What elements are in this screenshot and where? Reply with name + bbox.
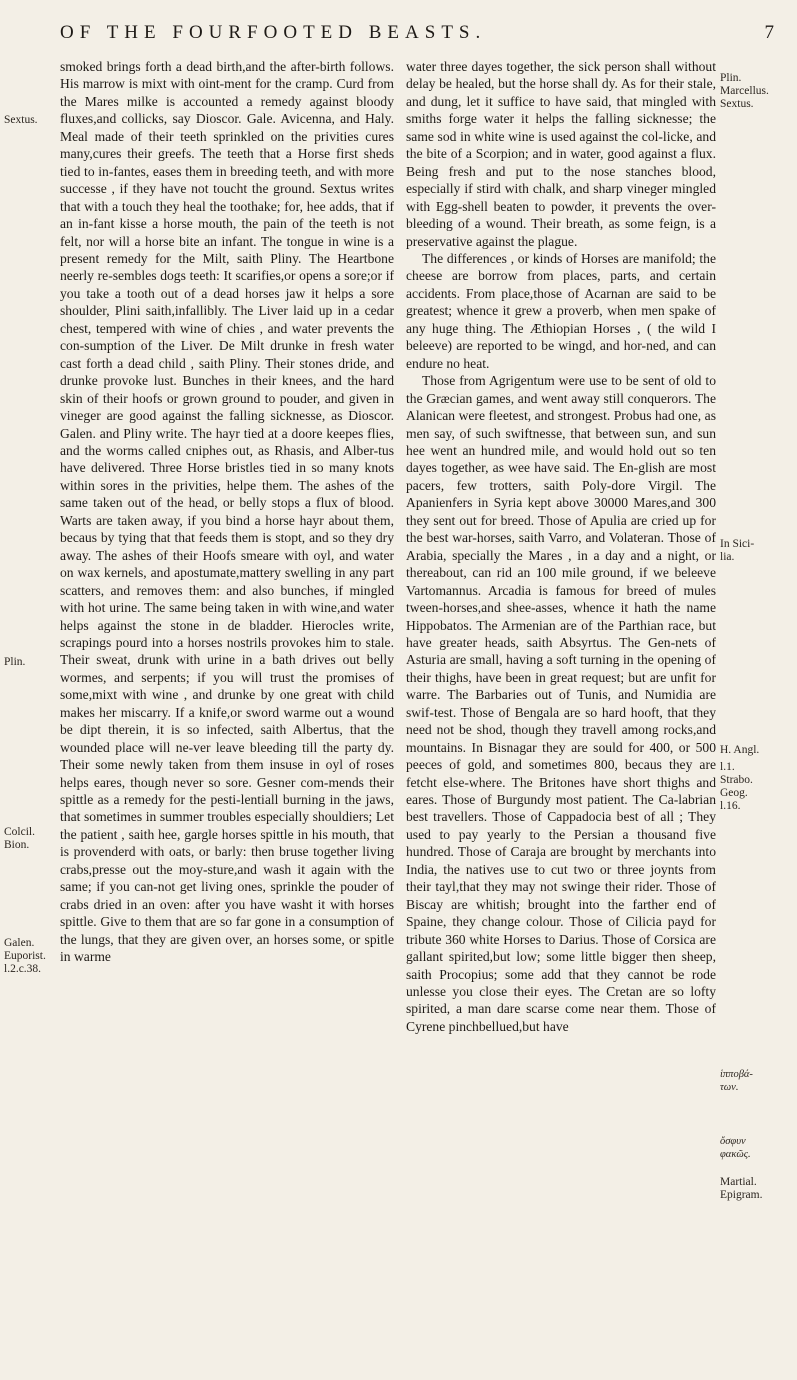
left-margin-notes xyxy=(2,58,54,1363)
margin-note: ἱπποβά- των. xyxy=(720,1069,753,1093)
margin-note: ὄσφυν φακῶς. xyxy=(720,1136,751,1160)
paragraph: water three dayes together, the sick person shall without delay be healed, but the horse shall dy. As for their stale, and dung, let it suffice to have said, that mingled with smiths forge water it helps the falling sicknesse; the same sod in white wine is used against the col-licke, and the bite of a Scorpion; and in water, good against a flux. Being fresh and put to the nose stanches blood, especially if stird with chalk, and sharp vineger mingled with Egg-shell beaten to powder, it prevents the over-bleeding of a wound. Their breath, as some feign, is a preservative against the plague. xyxy=(406,59,716,249)
margin-note: Plin. xyxy=(4,656,26,668)
left-text-column xyxy=(60,58,394,1363)
paragraph: The differences , or kinds of Horses are manifold; the cheese are borrow from places, parts, and certain accidents. From place,those of Acarnan are said to be greatest; whence it grew a proverb, when men spake of any huge thing. The Æthiopian Horses , ( the wild I beleeve) are reported to be wingd, and hor-ned, and can endure no heat. xyxy=(406,250,716,371)
right-margin-notes xyxy=(720,58,792,1363)
margin-note: l.1. Strabo. Geog. l.16. xyxy=(720,761,753,812)
running-header xyxy=(60,22,780,52)
margin-note: H. Angl. xyxy=(720,744,760,756)
margin-note: Sextus. xyxy=(4,114,38,126)
margin-note: Galen. Euporist. l.2.c.38. xyxy=(4,937,46,975)
right-text-column xyxy=(406,58,716,1363)
page-number: 7 xyxy=(764,22,774,43)
margin-note: Colcil. Bion. xyxy=(4,826,35,851)
paragraph: Those from Agrigentum were use to be sent of old to the Græcian games, and went away still conquerors. The Alanican were fleetest, and strongest. Probus had one, as men say, of such swiftnesse, that between sun, and sun hee went an hundred mile, and would hold out so ten dayes together, as wee have said. The En-glish are most pacers, few trotters, saith Poly-dore Virgil. The Apanienfers in Syria kept above 30000 Mares,and 300 they sent out for breed. Those of Apulia are cried up for the best war-horses, saith Varro, and Volateran. Those of Arabia, specially the Mares , in a day and a night, or thereabout, can rid an 100 mile ground, if we beleeve Vartomannus. Arcadia is famous for breed of mules tween-horses,and shee-asses, whence it hath the name Hippobatos. The Armenian are of the Parthian race, but have greater heads, saith Absyrtus. The Gen-nets of Asturia are small, having a soft turning in the opening of their thighs, have been in great request; but are unfit for warre. The Barbaries out of Tunis, and Numidia are swif-test. Those of Bengala are so hard hooft, that they need not be shod, though they travell among rocks,and mountains. In Bisnagar they are sould for 400, or 500 peeces of gold, and sometimes 800, becaus they are fetcht else-where. The Britones have short thighs and eares. Those of Burgundy most patient. The Ca-labrian best travellers. Those of Cappadocia best of all ; They used to pay yearly to the Persian a thousand five hundred. Those of Caraja are brought by merchants into India, the natives use to cut two or three joynts from their tayl,that they may not swinge their rider. Those of Biscay are whitish; brought into the farther end of Spaine, they change colour. Those of Cilicia payd for tribute 360 white Horses to Darius. Those of Corsica are gallant spirited,but low; some little bigger then sheep, saith Procopius; some add that they cannot be rode unlesse you close their eyes. The Cretan are so lofty spirited, a man dare scarse come near them. Those of Cyrene pinchbellued,but have xyxy=(406,373,716,1034)
margin-note: In Sici- lia. xyxy=(720,538,755,563)
running-title: OF THE FOURFOOTED BEASTS. xyxy=(60,22,487,43)
paragraph: smoked brings forth a dead birth,and the after-birth follows. His marrow is mixt with oint-ment for the cramp. Curd from the Mares milke is accounted a remedy against bloody fluxes,and collicks, say Dioscor. Gale. Avicenna, and Haly. Meal made of their teeth sprinkled on the privities cures many,cures their greefs. The teeth that a Horse first sheds tied to in-fantes, eases them in breeding teeth, and with more successe , if they have not toucht the ground. Sextus writes that with a touch they heal the toothake; for, hee adds, that if an in-fant kisse a horse mouth, the pain of the teeth is not felt, nor will a horse bite an infant. The tongue in wine is a present remedy for the Milt, saith Pliny. The Heartbone neerly re-sembles dogs teeth: It scarifies,or opens a sore;or if you take a tooth out of a dead horses jaw it helps a sore shoulder, Plini saith,infallibly. The Liver laid up in a cedar chest, tempered with wine of chies , and water prevents the con-sumption of the Liver. De Milt drunke in fresh water cast forth a dead child , saith Pliny. Their stones dride, and drunke provoke lust. Bunches in their knees, and the hard skin of their hoofs or grown ground to pouder, and given in vineger are good against the falling sicknesse, as Dioscor. Galen. and Pliny write. The hayr tied at a doore keepes flies, and the worms called cniphes out, as Rhasis, and Alber-tus have delivered. Three Horse bristles tied in so many knots within sores in the privities, helpe them. The ashes of the same taken out of the head, or belly stops a flux of blood. Warts are taken away, if you bind a horse hayr about them, becaus by tying that that feeds them is stopt, and so they dry away. The ashes of their Hoofs smeare with oyl, and water on wax kernels, and apostumate,mattery swelling in any part scatters, and removes them: and also bunches, if mingled with hot urine. The same being taken in with wine,and water helps against the stone in de bladder. Hierocles write, scrapings pourd into a horses nostrils provokes him to stale. Their sweat, drunk with urine in a bath drives out belly wormes, and serpents; if you will trust the promises of some,mixt with wine , and drunke by one great with child makes her miscarry. If a knife,or sword warme out a wound be dipt therein, it is so infected, saith Albertus, that the wounded place will ne-ver leave bleeding till the party dy. Their some newly taken from them insuse in oyl of roses helps eares, though never so sore. Gesner com-mends their spittle as a remedy for the pesti-lentiall burning in the jaws, that sometimes in summer troubles especially shouldiers; Let the patient , saith hee, gargle horses spittle in his mouth, that is provenderd with oats, or barly: then bruse together living crabs,presse out the moy-sture,and wash it again with the same; if you can-not get living ones, sprinkle the pouder of crabs dried in an oven: after you have washt it with horses spittle. Give to them that are so far gone in a consumption of the lungs, that they are given over, an horses some, or spitle in warme xyxy=(60,59,394,965)
margin-note: Plin. Marcellus. Sextus. xyxy=(720,72,769,110)
margin-note: Martial. Epigram. xyxy=(720,1176,763,1201)
